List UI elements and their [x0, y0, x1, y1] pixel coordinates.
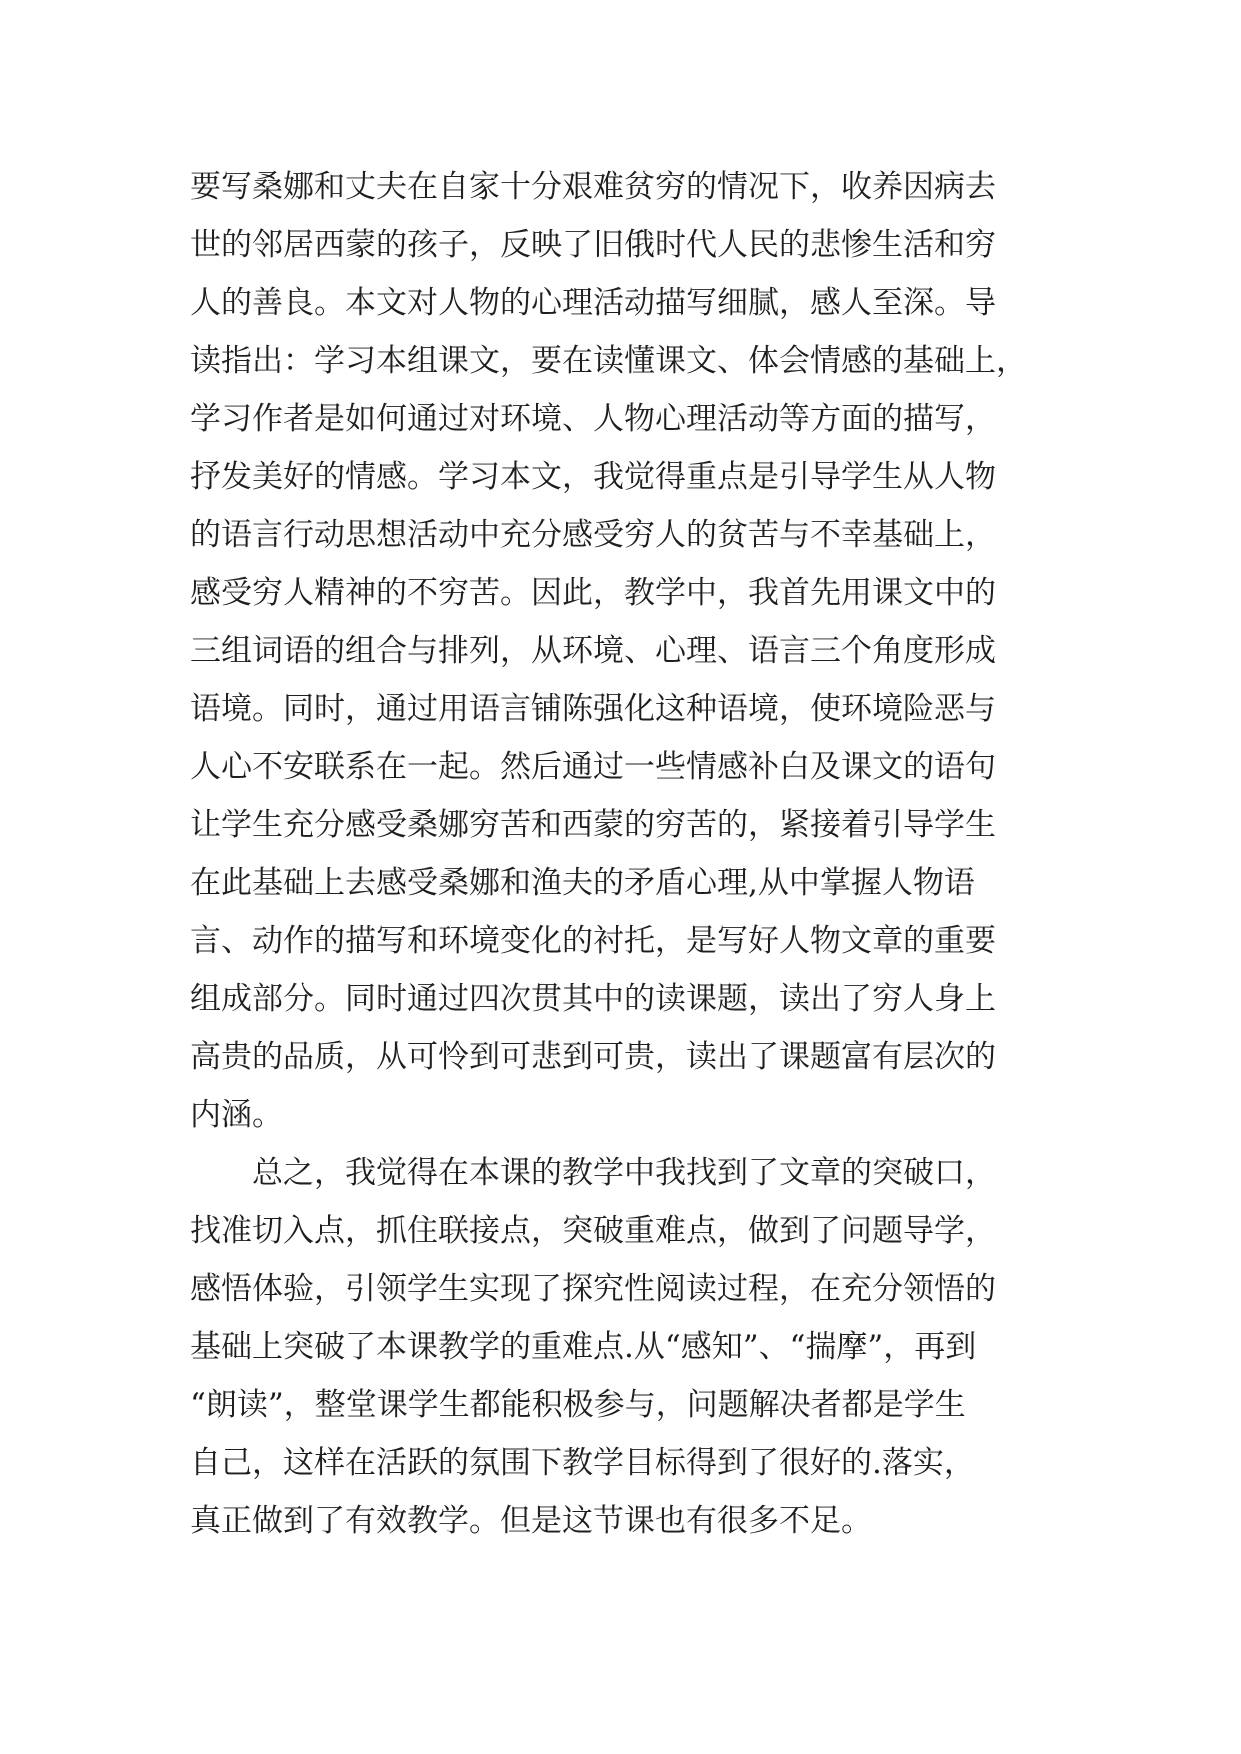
text-line-21: 基础上突破了本课教学的重难点.从“感知”、“揣摩”，再到 [190, 1329, 977, 1365]
text-line-19: 找准切入点，抓住联接点，突破重难点，做到了问题导学， [190, 1213, 996, 1249]
text-line-22: “朗读”，整堂课学生都能积极参与，问题解决者都是学生 [190, 1387, 966, 1423]
text-line-12: 让学生充分感受桑娜穷苦和西蒙的穷苦的，紧接着引导学生 [190, 807, 996, 843]
text-line-20: 感悟体验，引领学生实现了探究性阅读过程，在充分领悟的 [190, 1271, 996, 1307]
text-line-18: 总之，我觉得在本课的教学中我找到了文章的突破口， [190, 1155, 996, 1191]
text-line-14: 言、动作的描写和环境变化的衬托，是写好人物文章的重要 [190, 923, 996, 959]
text-line-4: 读指出：学习本组课文，要在读懂课文、体会情感的基础上， [190, 343, 1027, 379]
text-line-6: 抒发美好的情感。学习本文，我觉得重点是引导学生从人物 [190, 459, 996, 495]
text-line-8: 感受穷人精神的不穷苦。因此，教学中，我首先用课文中的 [190, 575, 996, 611]
text-line-9: 三组词语的组合与排列，从环境、心理、语言三个角度形成 [190, 633, 996, 669]
text-line-17: 内涵。 [190, 1097, 283, 1133]
text-line-13: 在此基础上去感受桑娜和渔夫的矛盾心理,从中掌握人物语 [190, 865, 975, 901]
text-line-3: 人的善良。本文对人物的心理活动描写细腻，感人至深。导 [190, 285, 996, 321]
text-line-23: 自己，这样在活跃的氛围下教学目标得到了很好的.落实， [190, 1445, 975, 1481]
text-line-15: 组成部分。同时通过四次贯其中的读课题，读出了穷人身上 [190, 981, 996, 1017]
text-line-7: 的语言行动思想活动中充分感受穷人的贫苦与不幸基础上， [190, 517, 996, 553]
text-line-16: 高贵的品质，从可怜到可悲到可贵，读出了课题富有层次的 [190, 1039, 996, 1075]
text-line-24: 真正做到了有效教学。但是这节课也有很多不足。 [190, 1503, 872, 1539]
body-text [190, 158, 1052, 1550]
text-line-10: 语境。同时，通过用语言铺陈强化这种语境，使环境险恶与 [190, 691, 996, 727]
text-line-5: 学习作者是如何通过对环境、人物心理活动等方面的描写， [190, 401, 996, 437]
text-line-11: 人心不安联系在一起。然后通过一些情感补白及课文的语句 [190, 749, 996, 785]
text-line-2: 世的邻居西蒙的孩子，反映了旧俄时代人民的悲惨生活和穷 [190, 227, 996, 263]
text-line-1: 要写桑娜和丈夫在自家十分艰难贫穷的情况下，收养因病去 [190, 169, 996, 205]
